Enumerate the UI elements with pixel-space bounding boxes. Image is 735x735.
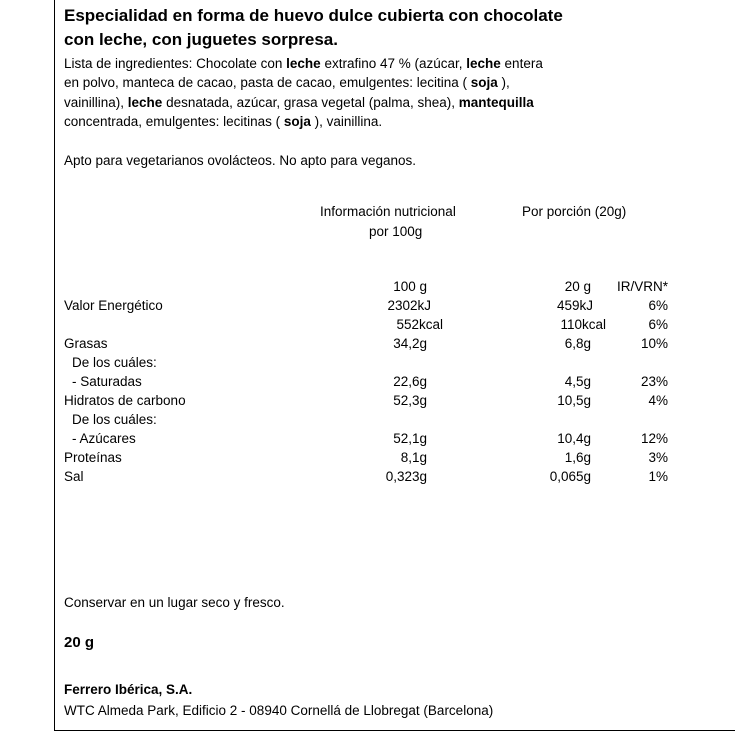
nutrition-value-ir: 4%: [648, 393, 668, 408]
ingredients-line-2: [64, 73, 684, 92]
nutrition-value-100: 34,2g: [393, 336, 427, 351]
nutrition-label-sugars: - Azúcares: [72, 431, 136, 446]
nutrition-header-portion: Por porción (20g): [522, 204, 627, 219]
nutrition-value-100: 552kcal: [396, 317, 443, 332]
nutrition-value-100: 0,323g: [385, 469, 427, 484]
company-name: Ferrero Ibérica, S.A.: [64, 682, 193, 697]
allergen-milk: leche: [127, 94, 163, 110]
diet-note: Apto para vegetarianos ovolácteos. No apto para veganos.: [64, 153, 416, 168]
nutrition-header-100-line-1: Información nutricional: [320, 204, 456, 219]
allergen-soy: soja: [283, 113, 311, 129]
nutrition-value-portion: 0,065g: [549, 469, 591, 484]
nutrition-value-portion: 110kcal: [560, 317, 606, 332]
nutrition-label-of-which: De los cuáles:: [72, 412, 157, 427]
ingredients-text: entera: [500, 56, 543, 71]
nutrition-value-ir: 6%: [648, 317, 668, 332]
nutrition-value-ir: 6%: [648, 298, 668, 313]
ingredients-text: ),: [497, 75, 510, 91]
ingredients-list: [64, 54, 684, 131]
ingredients-line-1: [64, 54, 684, 73]
ingredients-text: concentrada, emulgentes: lecitinas (: [64, 113, 284, 129]
nutrition-value-100: 8,1g: [400, 450, 427, 465]
nutrition-value-portion: 1,6g: [564, 450, 591, 465]
nutrition-subheader-ir: IR/VRN*: [616, 279, 668, 294]
nutrition-value-portion: 6,8g: [564, 336, 591, 351]
nutrition-value-ir: 10%: [640, 336, 668, 351]
nutrition-label-carbohydrates: Hidratos de carbono: [64, 393, 186, 408]
allergen-milk: leche: [466, 56, 501, 71]
nutrition-value-ir: 23%: [640, 374, 668, 389]
nutrition-value-ir: 1%: [648, 469, 668, 484]
company-address: WTC Almeda Park, Edificio 2 - 08940 Cornellá de Llobregat (Barcelona): [64, 703, 494, 718]
nutrition-value-100: 52,1g: [393, 431, 427, 446]
nutrition-label-fat: Grasas: [64, 336, 108, 351]
nutrition-value-portion: 10,5g: [557, 393, 591, 408]
ingredients-text: vainillina),: [64, 94, 128, 110]
nutrition-value-portion: 10,4g: [557, 431, 591, 446]
product-title-line-1: Especialidad en forma de huevo dulce cubierta con chocolate: [64, 6, 563, 25]
storage-note: Conservar en un lugar seco y fresco.: [64, 595, 285, 610]
nutrition-label-of-which: De los cuáles:: [72, 355, 157, 370]
nutrition-label-protein: Proteínas: [64, 450, 122, 465]
nutrition-header-100-line-2: por 100g: [369, 224, 423, 239]
ingredients-line-4: [64, 112, 684, 131]
ingredients-text: extrafino 47 % (azúcar,: [320, 56, 467, 71]
nutrition-value-ir: 3%: [648, 450, 668, 465]
ingredients-text: Lista de ingredientes: Chocolate con: [64, 56, 287, 71]
nutrition-label-energy: Valor Energético: [64, 298, 163, 313]
ingredients-text: desnatada, azúcar, grasa vegetal (palma, shea),: [162, 94, 459, 110]
allergen-soy: soja: [470, 75, 498, 91]
ingredients-line-3: [64, 93, 684, 112]
allergen-milk: leche: [286, 56, 321, 71]
nutrition-value-100: 2302kJ: [387, 298, 431, 313]
nutrition-value-portion: 459kJ: [556, 298, 593, 313]
nutrition-value-100: 52,3g: [393, 393, 427, 408]
nutrition-value-portion: 4,5g: [564, 374, 591, 389]
nutrition-value-100: 22,6g: [393, 374, 427, 389]
nutrition-label-saturated: - Saturadas: [72, 374, 142, 389]
nutrition-value-ir: 12%: [640, 431, 668, 446]
nutrition-subheader-100: 100 g: [393, 279, 427, 294]
product-title: [64, 4, 734, 52]
nutrition-subheader-portion: 20 g: [564, 279, 591, 294]
ingredients-text: ), vainillina.: [310, 113, 383, 129]
ingredients-text: en polvo, manteca de cacao, pasta de cacao, emulgentes: lecitina (: [64, 75, 471, 91]
allergen-butter: mantequilla: [458, 94, 534, 110]
net-weight: 20 g: [64, 634, 95, 651]
nutrition-label-salt: Sal: [64, 469, 84, 484]
product-title-line-2: con leche, con juguetes sorpresa.: [64, 30, 338, 49]
